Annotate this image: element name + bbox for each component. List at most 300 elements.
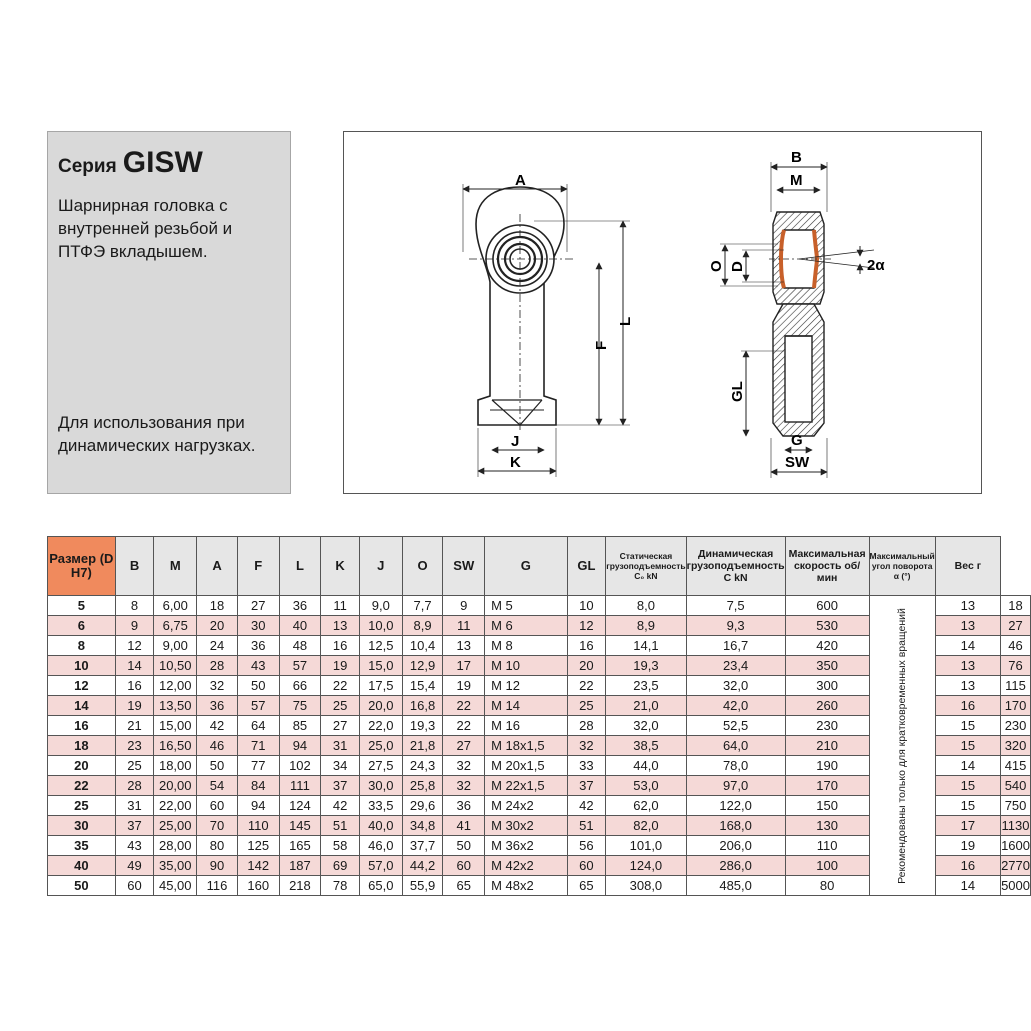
cell-G: M 20x1,5 <box>485 756 567 776</box>
cell-static: 8,9 <box>606 616 686 636</box>
cell-angle: 14 <box>935 756 1000 776</box>
cell-L: 66 <box>279 676 321 696</box>
cell-J: 33,5 <box>359 796 402 816</box>
cell-F: 27 <box>237 596 279 616</box>
cell-dynamic: 7,5 <box>686 596 785 616</box>
cell-size: 8 <box>48 636 116 656</box>
cell-K: 11 <box>321 596 360 616</box>
cell-SW: 32 <box>443 776 485 796</box>
cell-M: 12,00 <box>154 676 197 696</box>
side-section-view <box>773 212 824 436</box>
cell-L: 218 <box>279 876 321 896</box>
cell-L: 187 <box>279 856 321 876</box>
cell-speed: 210 <box>785 736 869 756</box>
cell-L: 36 <box>279 596 321 616</box>
cell-B: 9 <box>115 616 154 636</box>
header-F: F <box>237 537 279 596</box>
cell-GL: 25 <box>567 696 606 716</box>
cell-B: 28 <box>115 776 154 796</box>
cell-weight: 46 <box>1001 636 1031 656</box>
cell-O: 15,4 <box>402 676 443 696</box>
cell-A: 42 <box>197 716 238 736</box>
cell-speed: 230 <box>785 716 869 736</box>
cell-size: 16 <box>48 716 116 736</box>
cell-speed: 100 <box>785 856 869 876</box>
cell-B: 21 <box>115 716 154 736</box>
cell-B: 60 <box>115 876 154 896</box>
cell-A: 50 <box>197 756 238 776</box>
cell-O: 34,8 <box>402 816 443 836</box>
cell-dynamic: 122,0 <box>686 796 785 816</box>
cell-O: 44,2 <box>402 856 443 876</box>
cell-size: 6 <box>48 616 116 636</box>
cell-dynamic: 206,0 <box>686 836 785 856</box>
cell-A: 46 <box>197 736 238 756</box>
cell-F: 50 <box>237 676 279 696</box>
cell-dynamic: 16,7 <box>686 636 785 656</box>
cell-G: M 22x1,5 <box>485 776 567 796</box>
header-SW: SW <box>443 537 485 596</box>
cell-dynamic: 485,0 <box>686 876 785 896</box>
speed-note: Рекомендованы только для кратковременных вращений <box>896 607 909 884</box>
cell-F: 57 <box>237 696 279 716</box>
cell-B: 25 <box>115 756 154 776</box>
cell-L: 102 <box>279 756 321 776</box>
cell-B: 31 <box>115 796 154 816</box>
cell-static: 101,0 <box>606 836 686 856</box>
cell-G: M 48x2 <box>485 876 567 896</box>
cell-angle: 14 <box>935 876 1000 896</box>
cell-size: 50 <box>48 876 116 896</box>
cell-GL: 32 <box>567 736 606 756</box>
cell-SW: 11 <box>443 616 485 636</box>
cell-size: 40 <box>48 856 116 876</box>
header-static-load: Статическая грузоподъемность C₀ kN <box>606 537 686 596</box>
table-body <box>48 596 1031 896</box>
label-J: J <box>511 433 520 450</box>
cell-speed: 420 <box>785 636 869 656</box>
cell-speed: 110 <box>785 836 869 856</box>
cell-J: 40,0 <box>359 816 402 836</box>
cell-angle: 14 <box>935 636 1000 656</box>
cell-G: M 14 <box>485 696 567 716</box>
cell-angle: 15 <box>935 776 1000 796</box>
cell-GL: 10 <box>567 596 606 616</box>
label-2alpha: 2α <box>867 257 885 274</box>
cell-GL: 42 <box>567 796 606 816</box>
cell-L: 124 <box>279 796 321 816</box>
table-row <box>48 596 1031 616</box>
cell-angle: 17 <box>935 816 1000 836</box>
cell-A: 20 <box>197 616 238 636</box>
cell-weight: 1130 <box>1001 816 1031 836</box>
cell-K: 27 <box>321 716 360 736</box>
cell-J: 10,0 <box>359 616 402 636</box>
label-D: D <box>729 261 746 272</box>
cell-L: 94 <box>279 736 321 756</box>
cell-weight: 1600 <box>1001 836 1031 856</box>
label-SW: SW <box>785 454 810 471</box>
cell-K: 31 <box>321 736 360 756</box>
cell-angle: 15 <box>935 796 1000 816</box>
cell-K: 78 <box>321 876 360 896</box>
cell-K: 42 <box>321 796 360 816</box>
cell-GL: 56 <box>567 836 606 856</box>
cell-static: 8,0 <box>606 596 686 616</box>
cell-K: 25 <box>321 696 360 716</box>
label-M: M <box>790 172 803 189</box>
cell-SW: 32 <box>443 756 485 776</box>
cell-J: 22,0 <box>359 716 402 736</box>
cell-G: M 12 <box>485 676 567 696</box>
cell-GL: 20 <box>567 656 606 676</box>
header-M: M <box>154 537 197 596</box>
cell-F: 160 <box>237 876 279 896</box>
cell-O: 8,9 <box>402 616 443 636</box>
cell-weight: 750 <box>1001 796 1031 816</box>
header-max-speed: Максимальная скорость об/мин <box>785 537 869 596</box>
cell-F: 64 <box>237 716 279 736</box>
cell-O: 25,8 <box>402 776 443 796</box>
cell-SW: 13 <box>443 636 485 656</box>
cell-A: 28 <box>197 656 238 676</box>
series-usage-note: Для использования при динамических нагрузках. <box>58 413 256 455</box>
cell-static: 53,0 <box>606 776 686 796</box>
cell-angle: 13 <box>935 616 1000 636</box>
cell-size: 22 <box>48 776 116 796</box>
cell-J: 12,5 <box>359 636 402 656</box>
cell-M: 15,00 <box>154 716 197 736</box>
cell-O: 24,3 <box>402 756 443 776</box>
cell-J: 27,5 <box>359 756 402 776</box>
cell-size: 18 <box>48 736 116 756</box>
cell-angle: 19 <box>935 836 1000 856</box>
speed-note-cell <box>869 596 935 896</box>
cell-J: 57,0 <box>359 856 402 876</box>
cell-L: 48 <box>279 636 321 656</box>
cell-F: 94 <box>237 796 279 816</box>
header-weight: Вес г <box>935 537 1000 596</box>
cell-dynamic: 32,0 <box>686 676 785 696</box>
cell-GL: 33 <box>567 756 606 776</box>
cell-speed: 150 <box>785 796 869 816</box>
cell-M: 35,00 <box>154 856 197 876</box>
cell-B: 49 <box>115 856 154 876</box>
series-prefix: Серия <box>58 156 117 177</box>
cell-SW: 50 <box>443 836 485 856</box>
cell-L: 57 <box>279 656 321 676</box>
cell-static: 19,3 <box>606 656 686 676</box>
cell-weight: 76 <box>1001 656 1031 676</box>
cell-A: 116 <box>197 876 238 896</box>
cell-static: 62,0 <box>606 796 686 816</box>
cell-size: 20 <box>48 756 116 776</box>
series-name: GISW <box>122 146 203 179</box>
cell-M: 10,50 <box>154 656 197 676</box>
cell-weight: 320 <box>1001 736 1031 756</box>
cell-dynamic: 78,0 <box>686 756 785 776</box>
cell-F: 71 <box>237 736 279 756</box>
cell-G: M 30x2 <box>485 816 567 836</box>
label-GL: GL <box>729 381 746 402</box>
cell-weight: 5000 <box>1001 876 1031 896</box>
cell-size: 12 <box>48 676 116 696</box>
cell-weight: 230 <box>1001 716 1031 736</box>
label-F: F <box>593 340 610 350</box>
cell-size: 14 <box>48 696 116 716</box>
cell-L: 111 <box>279 776 321 796</box>
cell-G: M 6 <box>485 616 567 636</box>
cell-SW: 22 <box>443 696 485 716</box>
cell-J: 17,5 <box>359 676 402 696</box>
cell-A: 54 <box>197 776 238 796</box>
cell-B: 43 <box>115 836 154 856</box>
series-description: Шарнирная головка с внутренней резьбой и ПТФЭ вкладышем. <box>58 196 233 261</box>
cell-O: 55,9 <box>402 876 443 896</box>
label-B: B <box>791 149 802 166</box>
header-J: J <box>359 537 402 596</box>
cell-M: 45,00 <box>154 876 197 896</box>
cell-F: 30 <box>237 616 279 636</box>
cell-L: 75 <box>279 696 321 716</box>
cell-dynamic: 9,3 <box>686 616 785 636</box>
cell-A: 60 <box>197 796 238 816</box>
cell-M: 22,00 <box>154 796 197 816</box>
cell-dynamic: 64,0 <box>686 736 785 756</box>
cell-K: 58 <box>321 836 360 856</box>
cell-F: 142 <box>237 856 279 876</box>
cell-SW: 36 <box>443 796 485 816</box>
label-L: L <box>617 316 634 326</box>
cell-A: 90 <box>197 856 238 876</box>
cell-SW: 19 <box>443 676 485 696</box>
cell-angle: 16 <box>935 856 1000 876</box>
cell-dynamic: 52,5 <box>686 716 785 736</box>
cell-O: 16,8 <box>402 696 443 716</box>
cell-M: 28,00 <box>154 836 197 856</box>
header-GL: GL <box>567 537 606 596</box>
cell-weight: 540 <box>1001 776 1031 796</box>
cell-weight: 170 <box>1001 696 1031 716</box>
cell-GL: 51 <box>567 816 606 836</box>
cell-weight: 2770 <box>1001 856 1031 876</box>
cell-G: M 24x2 <box>485 796 567 816</box>
cell-K: 51 <box>321 816 360 836</box>
cell-K: 19 <box>321 656 360 676</box>
cell-SW: 27 <box>443 736 485 756</box>
cell-A: 18 <box>197 596 238 616</box>
cell-static: 44,0 <box>606 756 686 776</box>
cell-L: 40 <box>279 616 321 636</box>
cell-G: M 8 <box>485 636 567 656</box>
cell-F: 77 <box>237 756 279 776</box>
header-B: B <box>115 537 154 596</box>
cell-J: 20,0 <box>359 696 402 716</box>
cell-static: 23,5 <box>606 676 686 696</box>
cell-K: 69 <box>321 856 360 876</box>
cell-GL: 28 <box>567 716 606 736</box>
cell-M: 9,00 <box>154 636 197 656</box>
cell-M: 18,00 <box>154 756 197 776</box>
cell-static: 21,0 <box>606 696 686 716</box>
cell-O: 19,3 <box>402 716 443 736</box>
cell-speed: 130 <box>785 816 869 836</box>
cell-M: 6,75 <box>154 616 197 636</box>
cell-SW: 60 <box>443 856 485 876</box>
cell-B: 8 <box>115 596 154 616</box>
cell-L: 85 <box>279 716 321 736</box>
header-G: G <box>485 537 567 596</box>
cell-static: 124,0 <box>606 856 686 876</box>
cell-A: 24 <box>197 636 238 656</box>
cell-GL: 16 <box>567 636 606 656</box>
rod-end-drawing-svg <box>344 132 981 493</box>
cell-F: 125 <box>237 836 279 856</box>
cell-J: 15,0 <box>359 656 402 676</box>
front-view <box>469 187 576 432</box>
cell-size: 35 <box>48 836 116 856</box>
cell-speed: 600 <box>785 596 869 616</box>
header-A: A <box>197 537 238 596</box>
cell-G: M 18x1,5 <box>485 736 567 756</box>
cell-A: 80 <box>197 836 238 856</box>
cell-A: 70 <box>197 816 238 836</box>
cell-speed: 300 <box>785 676 869 696</box>
cell-SW: 9 <box>443 596 485 616</box>
cell-SW: 17 <box>443 656 485 676</box>
cell-dynamic: 97,0 <box>686 776 785 796</box>
cell-angle: 13 <box>935 596 1000 616</box>
cell-O: 21,8 <box>402 736 443 756</box>
cell-dynamic: 23,4 <box>686 656 785 676</box>
cell-J: 30,0 <box>359 776 402 796</box>
cell-G: M 5 <box>485 596 567 616</box>
header-L: L <box>279 537 321 596</box>
cell-weight: 18 <box>1001 596 1031 616</box>
header-size: Размер (D H7) <box>48 537 116 596</box>
label-G: G <box>791 432 803 449</box>
cell-size: 30 <box>48 816 116 836</box>
cell-SW: 41 <box>443 816 485 836</box>
cell-static: 38,5 <box>606 736 686 756</box>
cell-J: 9,0 <box>359 596 402 616</box>
cell-B: 16 <box>115 676 154 696</box>
cell-GL: 60 <box>567 856 606 876</box>
cell-B: 37 <box>115 816 154 836</box>
cell-dynamic: 168,0 <box>686 816 785 836</box>
cell-K: 22 <box>321 676 360 696</box>
cell-K: 16 <box>321 636 360 656</box>
cell-static: 308,0 <box>606 876 686 896</box>
cell-M: 20,00 <box>154 776 197 796</box>
cell-dynamic: 286,0 <box>686 856 785 876</box>
series-info-panel <box>47 131 291 494</box>
cell-O: 10,4 <box>402 636 443 656</box>
cell-speed: 80 <box>785 876 869 896</box>
cell-F: 43 <box>237 656 279 676</box>
cell-J: 25,0 <box>359 736 402 756</box>
cell-angle: 13 <box>935 656 1000 676</box>
cell-O: 29,6 <box>402 796 443 816</box>
cell-G: M 16 <box>485 716 567 736</box>
cell-SW: 22 <box>443 716 485 736</box>
cell-O: 7,7 <box>402 596 443 616</box>
cell-J: 65,0 <box>359 876 402 896</box>
cell-speed: 260 <box>785 696 869 716</box>
cell-GL: 12 <box>567 616 606 636</box>
cell-B: 14 <box>115 656 154 676</box>
cell-GL: 65 <box>567 876 606 896</box>
cell-M: 13,50 <box>154 696 197 716</box>
cell-O: 12,9 <box>402 656 443 676</box>
cell-A: 36 <box>197 696 238 716</box>
cell-B: 19 <box>115 696 154 716</box>
cell-M: 6,00 <box>154 596 197 616</box>
cell-L: 165 <box>279 836 321 856</box>
cell-K: 13 <box>321 616 360 636</box>
header-O: O <box>402 537 443 596</box>
header-dynamic-load: Динамическая грузоподъемность C kN <box>686 537 785 596</box>
cell-A: 32 <box>197 676 238 696</box>
cell-B: 23 <box>115 736 154 756</box>
cell-speed: 530 <box>785 616 869 636</box>
cell-static: 32,0 <box>606 716 686 736</box>
cell-B: 12 <box>115 636 154 656</box>
cell-angle: 13 <box>935 676 1000 696</box>
cell-dynamic: 42,0 <box>686 696 785 716</box>
cell-SW: 65 <box>443 876 485 896</box>
cell-speed: 190 <box>785 756 869 776</box>
cell-O: 37,7 <box>402 836 443 856</box>
cell-size: 5 <box>48 596 116 616</box>
cell-angle: 15 <box>935 736 1000 756</box>
cell-K: 37 <box>321 776 360 796</box>
cell-K: 34 <box>321 756 360 776</box>
cell-static: 82,0 <box>606 816 686 836</box>
cell-G: M 36x2 <box>485 836 567 856</box>
label-A: A <box>515 172 526 189</box>
cell-weight: 27 <box>1001 616 1031 636</box>
cell-static: 14,1 <box>606 636 686 656</box>
cell-F: 84 <box>237 776 279 796</box>
specification-table <box>47 536 1031 896</box>
cell-F: 36 <box>237 636 279 656</box>
cell-size: 25 <box>48 796 116 816</box>
cell-weight: 415 <box>1001 756 1031 776</box>
label-O: O <box>708 260 725 272</box>
cell-G: M 42x2 <box>485 856 567 876</box>
cell-J: 46,0 <box>359 836 402 856</box>
cell-angle: 16 <box>935 696 1000 716</box>
label-K: K <box>510 454 521 471</box>
cell-angle: 15 <box>935 716 1000 736</box>
cell-F: 110 <box>237 816 279 836</box>
cell-GL: 22 <box>567 676 606 696</box>
header-max-angle: Максимальный угол поворота α (°) <box>869 537 935 596</box>
technical-drawing <box>343 131 982 494</box>
cell-M: 25,00 <box>154 816 197 836</box>
cell-weight: 115 <box>1001 676 1031 696</box>
header-K: K <box>321 537 360 596</box>
series-title <box>58 146 278 180</box>
cell-GL: 37 <box>567 776 606 796</box>
cell-speed: 350 <box>785 656 869 676</box>
cell-G: M 10 <box>485 656 567 676</box>
cell-L: 145 <box>279 816 321 836</box>
table-header-row <box>48 537 1031 596</box>
cell-size: 10 <box>48 656 116 676</box>
cell-speed: 170 <box>785 776 869 796</box>
